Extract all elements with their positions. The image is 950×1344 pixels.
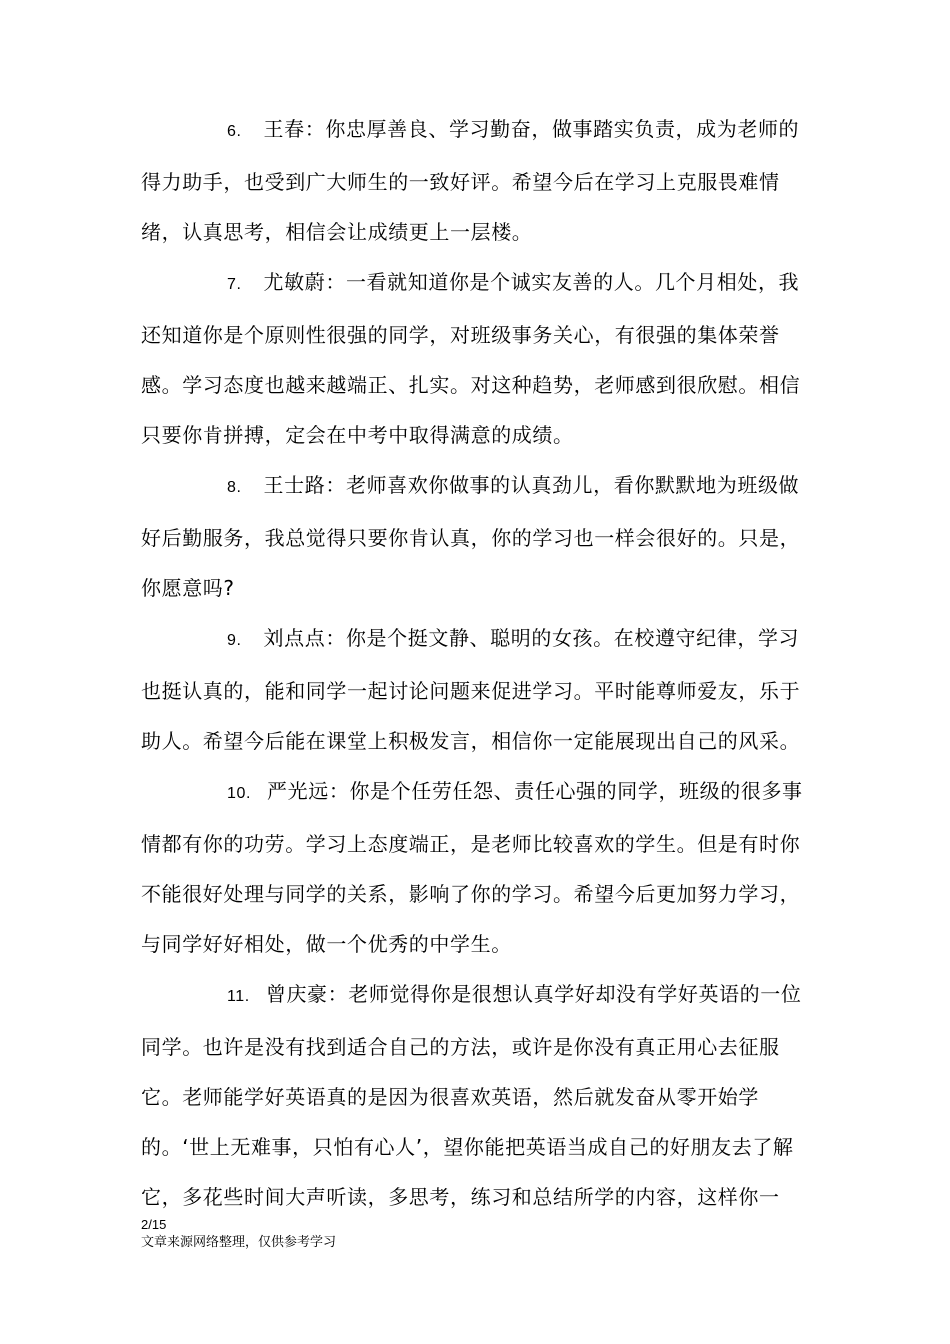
item-number: 6. xyxy=(227,123,242,140)
comment-paragraph-8 xyxy=(141,460,815,613)
item-number: 11. xyxy=(227,988,250,1005)
item-number: 8. xyxy=(227,479,242,496)
page-number: 2/15 xyxy=(141,1217,167,1232)
comment-text: 曾庆豪：老师觉得你是很想认真学好却没有学好英语的一位同学。也许是没有找到适合自己的方法，或许是你没有真正用心去征服它。老师能学好英语真的是因为很喜欢英语，然后就发奋从零开始学的。‘世上无难事，只怕有心人’，望你能把英语当成自己的好朋友去了解它，多花些时间大声听读，多思考，练习和总结所学的内容，这样你一 xyxy=(141,982,802,1209)
item-number: 7. xyxy=(227,276,242,293)
item-number: 10. xyxy=(227,785,252,802)
comment-paragraph-6 xyxy=(141,104,815,257)
document-body xyxy=(141,104,815,1222)
comment-paragraph-7 xyxy=(141,257,815,460)
comment-text: 刘点点：你是个挺文静、聪明的女孩。在校遵守纪律，学习也挺认真的，能和同学一起讨论问题来促进学习。平时能尊师爱友，乐于助人。希望今后能在课堂上积极发言，相信你一定能展现出自己的风采。 xyxy=(141,626,801,753)
item-number: 9. xyxy=(227,632,242,649)
source-note: 文章来源网络整理，仅供参考学习 xyxy=(141,1235,337,1250)
comment-paragraph-11 xyxy=(141,969,815,1222)
comment-text: 严光远：你是个任劳任怨、责任心强的同学，班级的很多事情都有你的功劳。学习上态度端正，是老师比较喜欢的学生。但是有时你不能很好处理与同学的关系，影响了你的学习。希望今后更加努力学习，与同学好好相处，做一个优秀的中学生。 xyxy=(141,779,803,956)
page-footer xyxy=(141,1216,336,1252)
comment-text: 尤敏蔚：一看就知道你是个诚实友善的人。几个月相处，我还知道你是个原则性很强的同学，对班级事务关心，有很强的集体荣誉感。学习态度也越来越端正、扎实。对这种趋势，老师感到很欣慰。相信只要你肯拼搏，定会在中考中取得满意的成绩。 xyxy=(141,270,801,447)
comment-paragraph-9 xyxy=(141,613,815,766)
comment-text: 王春：你忠厚善良、学习勤奋，做事踏实负责，成为老师的得力助手，也受到广大师生的一致好评。希望今后在学习上克服畏难情绪，认真思考，相信会让成绩更上一层楼。 xyxy=(141,117,800,244)
comment-paragraph-10 xyxy=(141,766,815,969)
comment-text: 王士路：老师喜欢你做事的认真劲儿，看你默默地为班级做好后勤服务，我总觉得只要你肯认真，你的学习也一样会很好的。只是，你愿意吗? xyxy=(141,473,801,600)
